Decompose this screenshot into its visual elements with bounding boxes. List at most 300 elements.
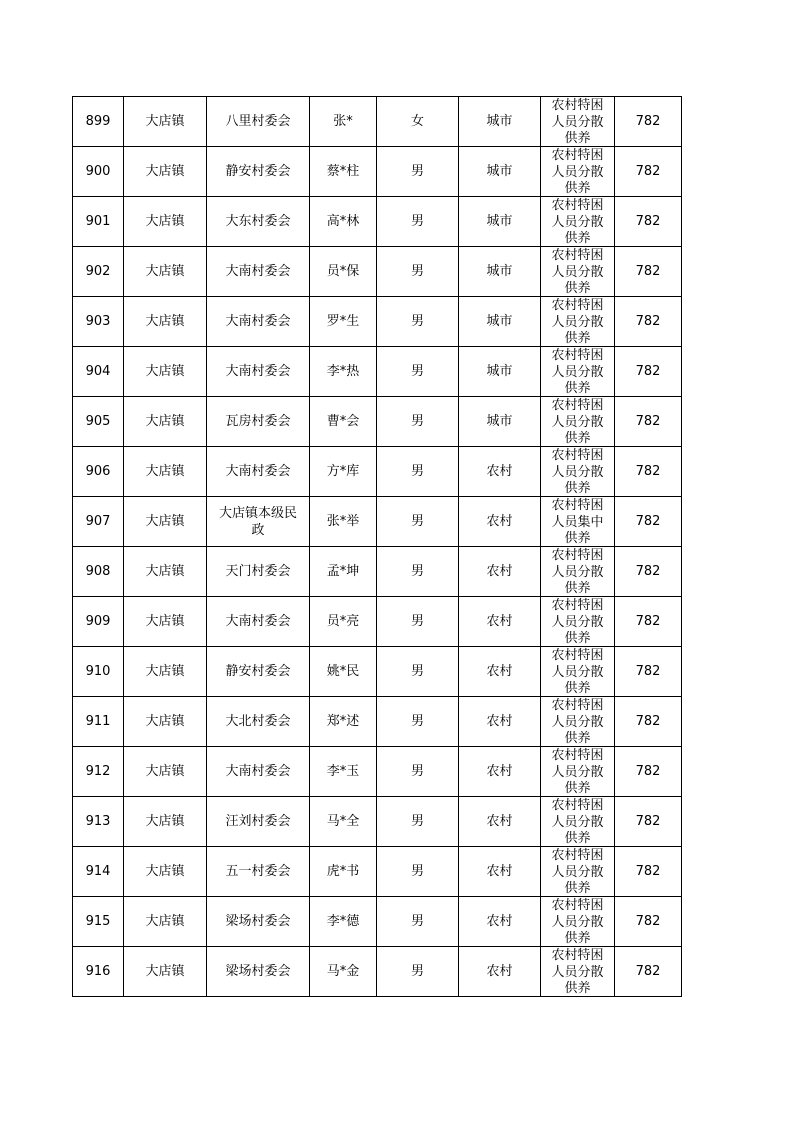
area-type-cell (459, 297, 541, 347)
area-type-cell (459, 697, 541, 747)
support-category-cell (541, 947, 615, 997)
village-committee-cell (207, 647, 310, 697)
amount-cell (615, 347, 682, 397)
gender-cell-text: 男 (410, 564, 424, 579)
table-row (73, 297, 682, 347)
gender-cell (377, 697, 459, 747)
town-cell (124, 147, 207, 197)
town-cell-text: 大店镇 (145, 314, 185, 329)
person-name-cell-text: 张*举 (326, 514, 360, 529)
amount-cell-text: 782 (635, 114, 661, 129)
gender-cell (377, 747, 459, 797)
area-type-cell (459, 647, 541, 697)
village-committee-cell-text: 大南村委会 (225, 614, 291, 629)
person-name-cell-text: 马*金 (326, 964, 360, 979)
person-name-cell (310, 847, 377, 897)
amount-cell-text: 782 (635, 864, 661, 879)
person-name-cell (310, 297, 377, 347)
person-name-cell (310, 397, 377, 447)
person-name-cell (310, 947, 377, 997)
person-name-cell (310, 197, 377, 247)
amount-cell (615, 847, 682, 897)
town-cell (124, 347, 207, 397)
person-name-cell (310, 247, 377, 297)
gender-cell-text: 男 (410, 314, 424, 329)
support-category-cell-text: 农村特困人员分散供养 (551, 248, 604, 296)
support-category-cell-text: 农村特困人员分散供养 (551, 648, 604, 696)
gender-cell-text: 男 (410, 514, 424, 529)
village-committee-cell-text: 大北村委会 (225, 714, 291, 729)
amount-cell-text: 782 (635, 464, 661, 479)
town-cell-text: 大店镇 (145, 114, 185, 129)
town-cell-text: 大店镇 (145, 364, 185, 379)
recipient-table (72, 96, 682, 997)
town-cell-text: 大店镇 (145, 614, 185, 629)
gender-cell (377, 197, 459, 247)
village-committee-cell (207, 497, 310, 547)
table-row (73, 497, 682, 547)
serial-number-cell-text: 905 (85, 414, 111, 429)
village-committee-cell (207, 447, 310, 497)
serial-number-cell (73, 947, 124, 997)
support-category-cell (541, 597, 615, 647)
area-type-cell-text: 农村 (486, 914, 513, 929)
town-cell-text: 大店镇 (145, 464, 185, 479)
gender-cell (377, 897, 459, 947)
serial-number-cell (73, 497, 124, 547)
town-cell-text: 大店镇 (145, 264, 185, 279)
amount-cell-text: 782 (635, 264, 661, 279)
serial-number-cell-text: 902 (85, 264, 111, 279)
support-category-cell-text: 农村特困人员分散供养 (551, 448, 604, 496)
village-committee-cell (207, 547, 310, 597)
town-cell (124, 797, 207, 847)
area-type-cell (459, 247, 541, 297)
amount-cell (615, 297, 682, 347)
person-name-cell (310, 147, 377, 197)
village-committee-cell (207, 347, 310, 397)
town-cell-text: 大店镇 (145, 564, 185, 579)
serial-number-cell (73, 197, 124, 247)
gender-cell-text: 男 (410, 914, 424, 929)
person-name-cell (310, 897, 377, 947)
gender-cell (377, 797, 459, 847)
amount-cell (615, 547, 682, 597)
support-category-cell-text: 农村特困人员分散供养 (551, 348, 604, 396)
person-name-cell (310, 447, 377, 497)
area-type-cell-text: 城市 (486, 414, 513, 429)
person-name-cell (310, 797, 377, 847)
gender-cell (377, 297, 459, 347)
serial-number-cell-text: 899 (85, 114, 111, 129)
village-committee-cell-text: 瓦房村委会 (225, 414, 291, 429)
table-row (73, 797, 682, 847)
person-name-cell-text: 曹*会 (326, 414, 360, 429)
village-committee-cell (207, 597, 310, 647)
amount-cell-text: 782 (635, 164, 661, 179)
table-row (73, 197, 682, 247)
support-category-cell-text: 农村特困人员分散供养 (551, 898, 604, 946)
amount-cell (615, 447, 682, 497)
person-name-cell-text: 虎*书 (326, 864, 360, 879)
support-category-cell-text: 农村特困人员分散供养 (551, 548, 604, 596)
village-committee-cell-text: 大东村委会 (225, 214, 291, 229)
town-cell-text: 大店镇 (145, 214, 185, 229)
village-committee-cell-text: 静安村委会 (225, 164, 291, 179)
village-committee-cell (207, 847, 310, 897)
table-row (73, 847, 682, 897)
gender-cell-text: 男 (410, 264, 424, 279)
village-committee-cell (207, 897, 310, 947)
amount-cell (615, 397, 682, 447)
amount-cell-text: 782 (635, 764, 661, 779)
town-cell (124, 97, 207, 147)
serial-number-cell (73, 747, 124, 797)
support-category-cell (541, 297, 615, 347)
gender-cell-text: 男 (410, 764, 424, 779)
person-name-cell-text: 郑*述 (326, 714, 360, 729)
gender-cell-text: 男 (410, 814, 424, 829)
area-type-cell (459, 147, 541, 197)
table-row (73, 147, 682, 197)
town-cell-text: 大店镇 (145, 814, 185, 829)
amount-cell-text: 782 (635, 564, 661, 579)
serial-number-cell-text: 916 (85, 964, 111, 979)
area-type-cell-text: 城市 (486, 214, 513, 229)
table-row (73, 747, 682, 797)
amount-cell-text: 782 (635, 414, 661, 429)
amount-cell (615, 197, 682, 247)
person-name-cell-text: 姚*民 (326, 664, 360, 679)
gender-cell (377, 97, 459, 147)
amount-cell (615, 647, 682, 697)
village-committee-cell (207, 747, 310, 797)
amount-cell (615, 697, 682, 747)
support-category-cell (541, 497, 615, 547)
area-type-cell (459, 497, 541, 547)
person-name-cell-text: 李*玉 (326, 764, 360, 779)
town-cell-text: 大店镇 (145, 914, 185, 929)
support-category-cell-text: 农村特困人员分散供养 (551, 198, 604, 246)
gender-cell-text: 男 (410, 364, 424, 379)
village-committee-cell (207, 397, 310, 447)
village-committee-cell (207, 197, 310, 247)
area-type-cell-text: 城市 (486, 314, 513, 329)
person-name-cell-text: 李*热 (326, 364, 360, 379)
serial-number-cell (73, 647, 124, 697)
serial-number-cell-text: 908 (85, 564, 111, 579)
person-name-cell-text: 员*亮 (326, 614, 360, 629)
person-name-cell-text: 员*保 (326, 264, 360, 279)
serial-number-cell (73, 547, 124, 597)
gender-cell-text: 男 (410, 464, 424, 479)
support-category-cell-text: 农村特困人员分散供养 (551, 98, 604, 146)
town-cell (124, 597, 207, 647)
village-committee-cell (207, 797, 310, 847)
table-row (73, 397, 682, 447)
amount-cell-text: 782 (635, 514, 661, 529)
table-row (73, 547, 682, 597)
person-name-cell-text: 张* (333, 114, 353, 129)
village-committee-cell-text: 汪刘村委会 (225, 814, 291, 829)
area-type-cell-text: 农村 (486, 714, 513, 729)
support-category-cell-text: 农村特困人员集中供养 (551, 498, 604, 546)
area-type-cell (459, 897, 541, 947)
amount-cell (615, 247, 682, 297)
village-committee-cell-text: 大南村委会 (225, 264, 291, 279)
town-cell (124, 547, 207, 597)
person-name-cell-text: 罗*生 (326, 314, 360, 329)
table-body (73, 97, 682, 997)
area-type-cell (459, 947, 541, 997)
gender-cell-text: 男 (410, 864, 424, 879)
serial-number-cell (73, 97, 124, 147)
person-name-cell (310, 347, 377, 397)
town-cell-text: 大店镇 (145, 864, 185, 879)
support-category-cell (541, 697, 615, 747)
serial-number-cell (73, 697, 124, 747)
amount-cell-text: 782 (635, 614, 661, 629)
gender-cell (377, 847, 459, 897)
area-type-cell (459, 747, 541, 797)
support-category-cell (541, 197, 615, 247)
area-type-cell-text: 农村 (486, 564, 513, 579)
support-category-cell (541, 897, 615, 947)
table-row (73, 347, 682, 397)
serial-number-cell-text: 915 (85, 914, 111, 929)
serial-number-cell (73, 447, 124, 497)
gender-cell (377, 347, 459, 397)
area-type-cell (459, 597, 541, 647)
gender-cell-text: 女 (410, 114, 424, 129)
amount-cell-text: 782 (635, 814, 661, 829)
support-category-cell-text: 农村特困人员分散供养 (551, 748, 604, 796)
serial-number-cell (73, 297, 124, 347)
amount-cell (615, 897, 682, 947)
town-cell-text: 大店镇 (145, 414, 185, 429)
gender-cell (377, 647, 459, 697)
gender-cell (377, 447, 459, 497)
amount-cell-text: 782 (635, 364, 661, 379)
support-category-cell (541, 797, 615, 847)
amount-cell (615, 947, 682, 997)
gender-cell-text: 男 (410, 714, 424, 729)
support-category-cell-text: 农村特困人员分散供养 (551, 598, 604, 646)
serial-number-cell-text: 912 (85, 764, 111, 779)
town-cell (124, 747, 207, 797)
serial-number-cell (73, 147, 124, 197)
area-type-cell (459, 97, 541, 147)
area-type-cell (459, 197, 541, 247)
serial-number-cell (73, 847, 124, 897)
person-name-cell (310, 747, 377, 797)
support-category-cell (541, 347, 615, 397)
gender-cell (377, 947, 459, 997)
amount-cell-text: 782 (635, 914, 661, 929)
town-cell-text: 大店镇 (145, 664, 185, 679)
area-type-cell (459, 547, 541, 597)
village-committee-cell-text: 大南村委会 (225, 364, 291, 379)
serial-number-cell (73, 347, 124, 397)
town-cell (124, 197, 207, 247)
support-category-cell (541, 847, 615, 897)
village-committee-cell-text: 大店镇本级民政 (218, 505, 297, 538)
town-cell (124, 897, 207, 947)
support-category-cell (541, 447, 615, 497)
person-name-cell (310, 697, 377, 747)
support-category-cell-text: 农村特困人员分散供养 (551, 298, 604, 346)
village-committee-cell (207, 247, 310, 297)
area-type-cell-text: 城市 (486, 164, 513, 179)
table-row (73, 97, 682, 147)
support-category-cell-text: 农村特困人员分散供养 (551, 948, 604, 996)
serial-number-cell (73, 397, 124, 447)
area-type-cell-text: 农村 (486, 464, 513, 479)
area-type-cell (459, 847, 541, 897)
serial-number-cell-text: 906 (85, 464, 111, 479)
gender-cell-text: 男 (410, 214, 424, 229)
serial-number-cell-text: 904 (85, 364, 111, 379)
town-cell-text: 大店镇 (145, 514, 185, 529)
serial-number-cell-text: 913 (85, 814, 111, 829)
table-row (73, 597, 682, 647)
town-cell (124, 647, 207, 697)
support-category-cell-text: 农村特困人员分散供养 (551, 798, 604, 846)
amount-cell-text: 782 (635, 214, 661, 229)
village-committee-cell-text: 大南村委会 (225, 764, 291, 779)
table-row (73, 447, 682, 497)
area-type-cell-text: 农村 (486, 514, 513, 529)
support-category-cell (541, 147, 615, 197)
serial-number-cell-text: 901 (85, 214, 111, 229)
serial-number-cell-text: 909 (85, 614, 111, 629)
gender-cell-text: 男 (410, 164, 424, 179)
person-name-cell (310, 597, 377, 647)
support-category-cell (541, 647, 615, 697)
village-committee-cell (207, 697, 310, 747)
town-cell-text: 大店镇 (145, 714, 185, 729)
area-type-cell-text: 城市 (486, 264, 513, 279)
area-type-cell (459, 397, 541, 447)
amount-cell-text: 782 (635, 664, 661, 679)
table-row (73, 697, 682, 747)
person-name-cell (310, 647, 377, 697)
area-type-cell (459, 347, 541, 397)
serial-number-cell (73, 597, 124, 647)
area-type-cell-text: 农村 (486, 964, 513, 979)
person-name-cell-text: 蔡*柱 (326, 164, 360, 179)
person-name-cell (310, 497, 377, 547)
table-row (73, 247, 682, 297)
village-committee-cell-text: 静安村委会 (225, 664, 291, 679)
gender-cell (377, 147, 459, 197)
person-name-cell-text: 李*德 (326, 914, 360, 929)
table-row (73, 647, 682, 697)
gender-cell (377, 397, 459, 447)
town-cell (124, 297, 207, 347)
person-name-cell-text: 高*林 (326, 214, 360, 229)
serial-number-cell (73, 247, 124, 297)
gender-cell (377, 597, 459, 647)
area-type-cell-text: 农村 (486, 864, 513, 879)
person-name-cell (310, 547, 377, 597)
person-name-cell-text: 孟*坤 (326, 564, 360, 579)
amount-cell (615, 797, 682, 847)
area-type-cell-text: 农村 (486, 664, 513, 679)
village-committee-cell (207, 947, 310, 997)
support-category-cell (541, 397, 615, 447)
gender-cell-text: 男 (410, 414, 424, 429)
person-name-cell-text: 方*库 (326, 464, 360, 479)
town-cell (124, 247, 207, 297)
area-type-cell (459, 797, 541, 847)
area-type-cell-text: 城市 (486, 364, 513, 379)
serial-number-cell-text: 900 (85, 164, 111, 179)
serial-number-cell (73, 797, 124, 847)
support-category-cell (541, 747, 615, 797)
person-name-cell-text: 马*全 (326, 814, 360, 829)
town-cell (124, 497, 207, 547)
amount-cell (615, 497, 682, 547)
village-committee-cell-text: 五一村委会 (225, 864, 291, 879)
amount-cell (615, 747, 682, 797)
serial-number-cell-text: 907 (85, 514, 111, 529)
support-category-cell-text: 农村特困人员分散供养 (551, 698, 604, 746)
support-category-cell-text: 农村特困人员分散供养 (551, 398, 604, 446)
person-name-cell (310, 97, 377, 147)
amount-cell-text: 782 (635, 314, 661, 329)
serial-number-cell-text: 911 (85, 714, 111, 729)
amount-cell (615, 147, 682, 197)
village-committee-cell-text: 大南村委会 (225, 314, 291, 329)
village-committee-cell-text: 梁场村委会 (225, 964, 291, 979)
table-row (73, 947, 682, 997)
town-cell-text: 大店镇 (145, 764, 185, 779)
area-type-cell-text: 城市 (486, 114, 513, 129)
gender-cell (377, 547, 459, 597)
town-cell-text: 大店镇 (145, 964, 185, 979)
table-row (73, 897, 682, 947)
village-committee-cell-text: 八里村委会 (225, 114, 291, 129)
village-committee-cell (207, 97, 310, 147)
serial-number-cell-text: 914 (85, 864, 111, 879)
town-cell-text: 大店镇 (145, 164, 185, 179)
town-cell (124, 447, 207, 497)
gender-cell-text: 男 (410, 964, 424, 979)
village-committee-cell-text: 大南村委会 (225, 464, 291, 479)
gender-cell (377, 497, 459, 547)
area-type-cell (459, 447, 541, 497)
village-committee-cell-text: 梁场村委会 (225, 914, 291, 929)
support-category-cell-text: 农村特困人员分散供养 (551, 848, 604, 896)
area-type-cell-text: 农村 (486, 764, 513, 779)
town-cell (124, 947, 207, 997)
amount-cell (615, 597, 682, 647)
gender-cell-text: 男 (410, 614, 424, 629)
area-type-cell-text: 农村 (486, 614, 513, 629)
support-category-cell-text: 农村特困人员分散供养 (551, 148, 604, 196)
amount-cell-text: 782 (635, 714, 661, 729)
amount-cell (615, 97, 682, 147)
village-committee-cell (207, 147, 310, 197)
support-category-cell (541, 97, 615, 147)
support-category-cell (541, 547, 615, 597)
amount-cell-text: 782 (635, 964, 661, 979)
support-category-cell (541, 247, 615, 297)
serial-number-cell-text: 903 (85, 314, 111, 329)
town-cell (124, 397, 207, 447)
village-committee-cell-text: 天门村委会 (225, 564, 291, 579)
